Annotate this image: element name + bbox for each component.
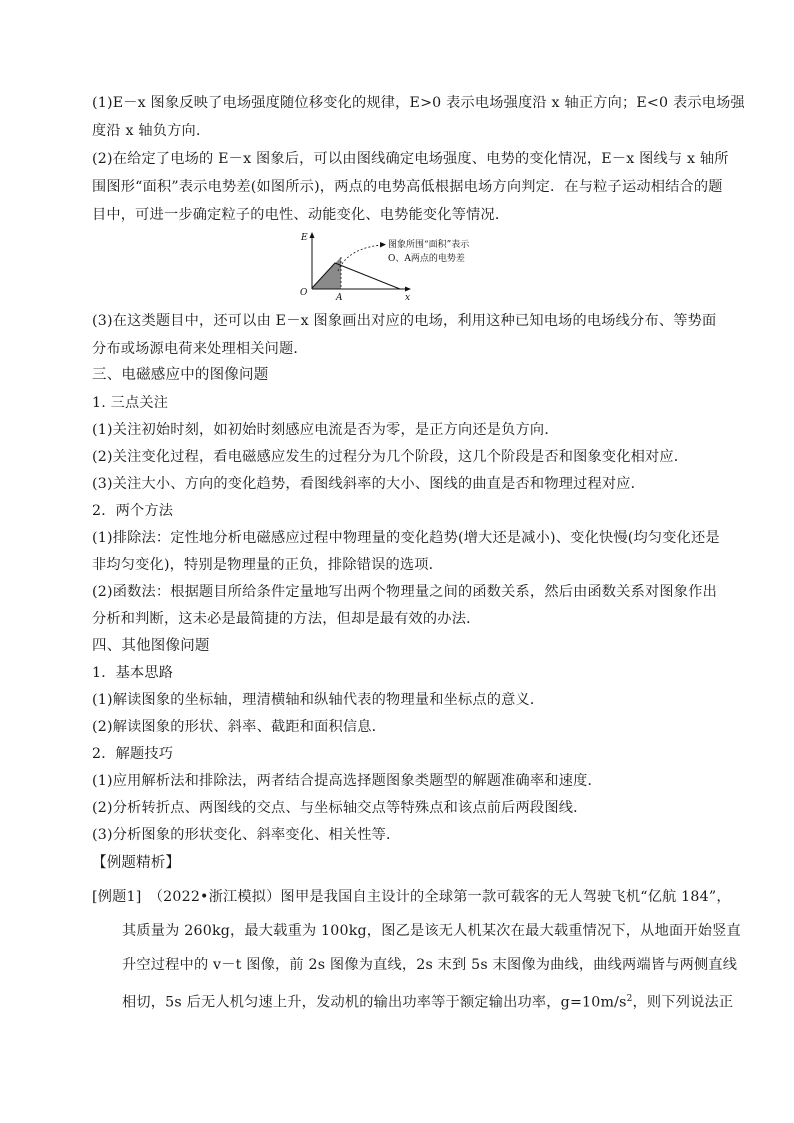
annotation-text-1: 图象所围“面积”表示 — [388, 240, 470, 250]
text-line: 非均匀变化)，特别是物理量的正负，排除错误的选项． — [92, 557, 444, 573]
text-line: (1)解读图象的坐标轴，理清横轴和纵轴代表的物理量和坐标点的意义． — [92, 692, 545, 708]
superscript: 2 — [626, 994, 633, 1004]
text-line: 目中，可进一步确定粒子的电性、动能变化、电势能变化等情况． — [92, 207, 510, 223]
e-x-diagram — [290, 227, 520, 307]
example-line: 升空过程中的 v－t 图像，前 2s 图像为直线，2s 末到 5s 末图像为曲线，曲线两端皆与两侧直线 — [122, 957, 738, 973]
text-line: 度沿 x 轴负方向． — [92, 123, 211, 139]
subsection-heading: 1．基本思路 — [92, 665, 174, 681]
point-a-label: A — [336, 293, 343, 303]
shaded-area — [312, 257, 341, 289]
example-line-part: ，则下列说法正 — [632, 994, 734, 1011]
text-line: 围图形“面积”表示电势差(如图所示)，两点的电势高低根据电场方向判定．在与粒子运动相结合的题 — [92, 179, 723, 195]
subsection-heading: 2．解题技巧 — [92, 746, 174, 762]
example-line — [122, 989, 733, 1013]
text-line: (3)关注大小、方向的变化趋势，看图线斜率的大小、图线的曲直是否和物理过程对应． — [92, 476, 646, 492]
subsection-heading: 1. 三点关注 — [92, 395, 169, 411]
text-line: (2)分析转折点、两图线的交点、与坐标轴交点等特殊点和该点前后两段图线． — [92, 800, 588, 816]
annotation-arrowhead — [380, 242, 386, 248]
text-line: (2)函数法：根据题目所给条件定量地写出两个物理量之间的函数关系，然后由函数关系对图象作出 — [92, 584, 717, 600]
text-line: (2)关注变化过程，看电磁感应发生的过程分为几个阶段，这几个阶段是否和图象变化相对应． — [92, 449, 689, 465]
example-line: 其质量为 260kg，最大载重为 100kg，图乙是该无人机某次在最大载重情况下，从地面开始竖直 — [122, 923, 741, 939]
y-axis-arrow — [310, 232, 315, 238]
text-line: (2)在给定了电场的 E－x 图象后，可以由图线确定电场强度、电势的变化情况，E－x 图线与 x 轴所 — [92, 151, 729, 167]
text-line: 分布或场源电荷来处理相关问题． — [92, 341, 308, 357]
text-line: (3)分析图象的形状变化、斜率变化、相关性等． — [92, 827, 401, 843]
subsection-heading: 2．两个方法 — [92, 503, 174, 519]
text-line: (1)E－x 图象反映了电场强度随位移变化的规律，E>0 表示电场强度沿 x 轴正方向；E<0 表示电场强 — [92, 95, 745, 111]
text-line: (1)排除法：定性地分析电磁感应过程中物理量的变化趋势(增大还是减小)、变化快慢(均匀变化还是 — [92, 530, 720, 546]
annotation-text-2: O、A两点的电势差 — [388, 254, 465, 264]
x-axis-arrow — [405, 287, 411, 292]
axis-label-x: x — [405, 293, 411, 303]
text-line: (2)解读图象的形状、斜率、截距和面积信息． — [92, 719, 387, 735]
example-heading: 【例题精析】 — [92, 855, 181, 871]
section-heading: 三、电磁感应中的图像问题 — [92, 367, 269, 383]
example-line-part: 相切，5s 后无人机匀速上升，发动机的输出功率等于额定输出功率，g=10m/s — [122, 994, 627, 1011]
text-line: (3)在这类题目中，还可以由 E－x 图象画出对应的电场，利用这种已知电场的电场线分布、等势面 — [92, 313, 717, 329]
text-line: (1)应用解析法和排除法，两者结合提高选择题图象类题型的解题准确率和速度． — [92, 773, 602, 789]
example-line: [例题1] （2022•浙江模拟）图甲是我国自主设计的全球第一款可载客的无人驾驶飞机“亿航 184”， — [92, 889, 731, 905]
text-line: (1)关注初始时刻，如初始时刻感应电流是否为零，是正方向还是负方向． — [92, 422, 559, 438]
text-line: 分析和判断，这未必是最简捷的方法，但却是最有效的办法． — [92, 611, 481, 627]
e-x-area-figure — [290, 227, 520, 307]
axis-label-e: E — [301, 233, 308, 243]
section-heading: 四、其他图像问题 — [92, 638, 210, 654]
origin-label: O — [300, 288, 308, 298]
